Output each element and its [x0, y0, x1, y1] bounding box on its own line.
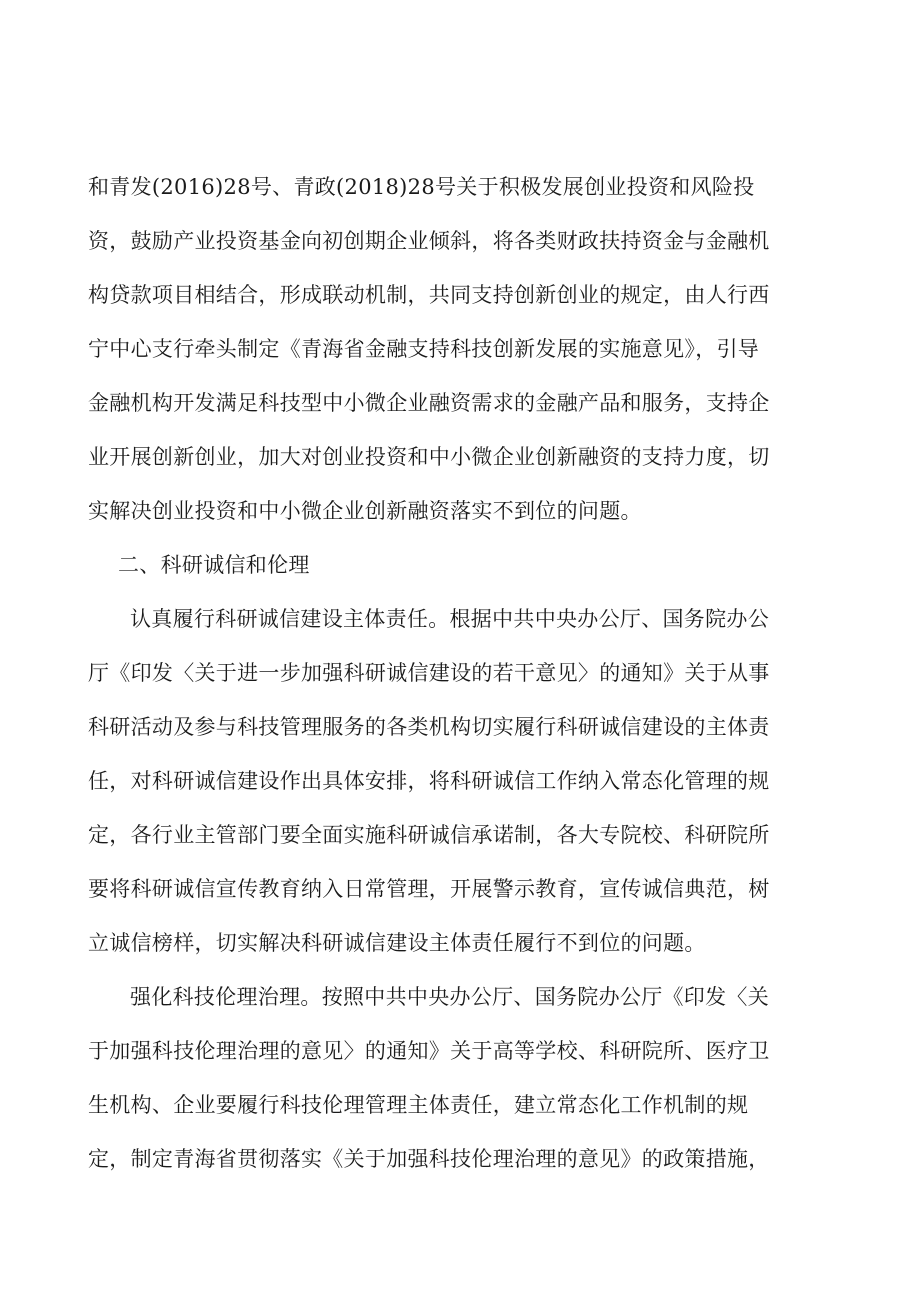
paragraph-1-line-2: 资，鼓励产业投资基金向初创期企业倾斜，将各类财政扶持资金与金融机	[88, 229, 770, 253]
paragraph-2-line-2: 厅《印发〈关于进一步加强科研诚信建设的若干意见〉的通知》关于从事	[88, 661, 770, 685]
paragraph-2-line-4: 任，对科研诚信建设作出具体安排，将科研诚信工作纳入常态化管理的规	[88, 769, 770, 793]
paragraph-3-line-3: 生机构、企业要履行科技伦理管理主体责任，建立常态化工作机制的规	[88, 1093, 749, 1117]
paragraph-1-line-6: 业开展创新创业，加大对创业投资和中小微企业创新融资的支持力度，切	[88, 445, 770, 469]
paragraph-1-line-3: 构贷款项目相结合，形成联动机制，共同支持创新创业的规定，由人行西	[88, 283, 770, 307]
paragraph-1-line-4: 宁中心支行牵头制定《青海省金融支持科技创新发展的实施意见》，引导	[88, 337, 760, 361]
paragraph-3-line-2: 于加强科技伦理治理的意见〉的通知》关于高等学校、科研院所、医疗卫	[88, 1039, 770, 1063]
paragraph-2-line-5: 定，各行业主管部门要全面实施科研诚信承诺制，各大专院校、科研院所	[88, 823, 770, 847]
paragraph-2-line-1: 认真履行科研诚信建设主体责任。根据中共中央办公厅、国务院办公	[130, 607, 769, 631]
paragraph-2-line-3: 科研活动及参与科技管理服务的各类机构切实履行科研诚信建设的主体责	[88, 715, 770, 739]
paragraph-3-line-1: 强化科技伦理治理。按照中共中央办公厅、国务院办公厅《印发〈关	[130, 985, 769, 1009]
paragraph-2-line-7: 立诚信榜样，切实解决科研诚信建设主体责任履行不到位的问题。	[88, 931, 706, 955]
section-heading: 二、科研诚信和伦理	[118, 553, 310, 577]
paragraph-1-line-7: 实解决创业投资和中小微企业创新融资落实不到位的问题。	[88, 499, 642, 523]
paragraph-2-line-6: 要将科研诚信宣传教育纳入日常管理，开展警示教育，宣传诚信典范，树	[88, 877, 770, 901]
paragraph-3-line-4: 定，制定青海省贯彻落实《关于加强科技伦理治理的意见》的政策措施，	[88, 1147, 770, 1171]
paragraph-1-line-5: 金融机构开发满足科技型中小微企业融资需求的金融产品和服务，支持企	[88, 391, 770, 415]
paragraph-1-line-1: 和青发(2016)28号、青政(2018)28号关于积极发展创业投资和风险投	[88, 175, 755, 199]
